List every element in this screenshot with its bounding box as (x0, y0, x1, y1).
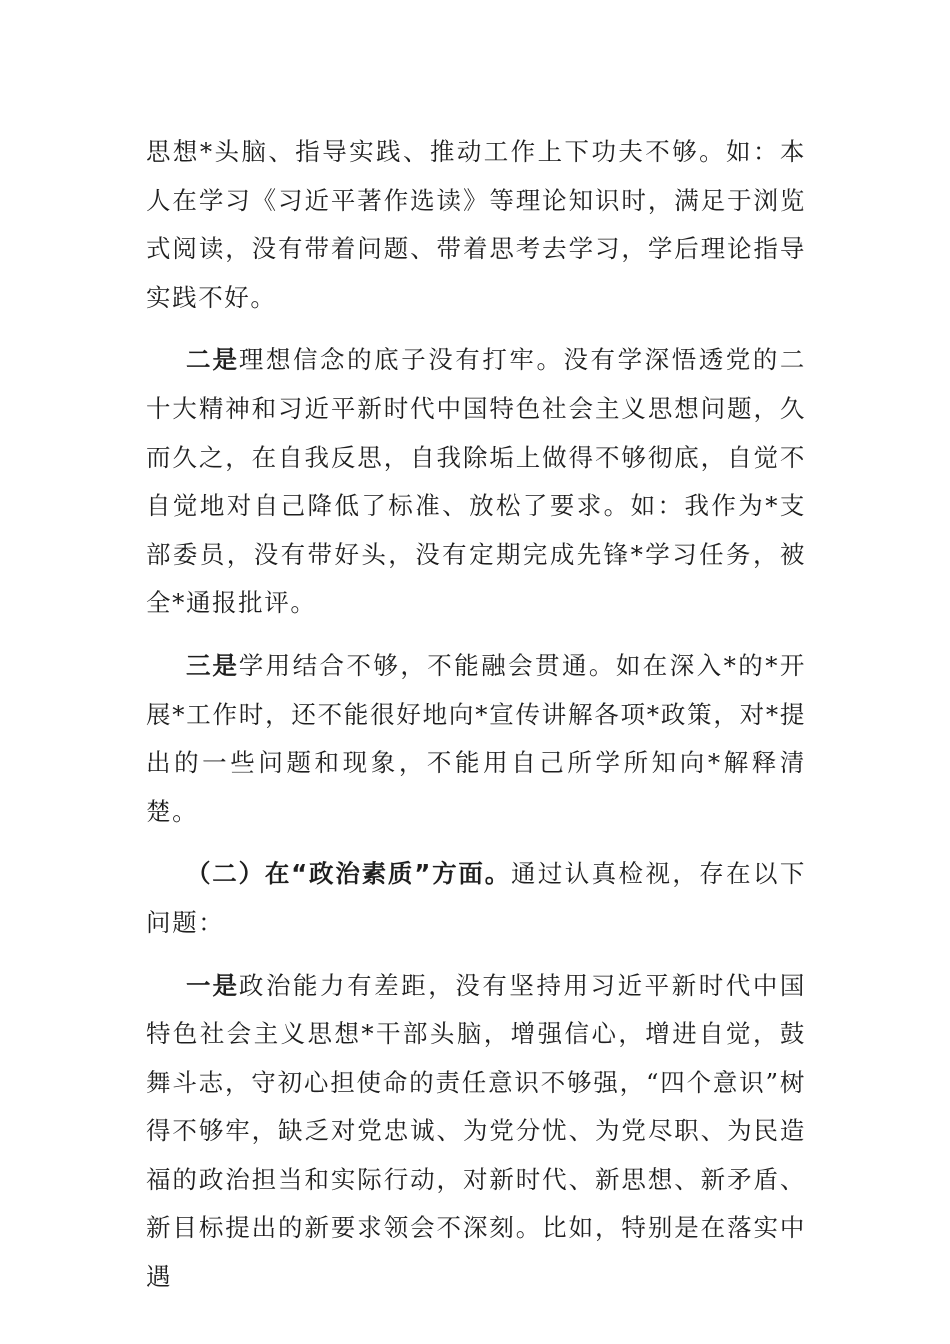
paragraph-lead: 二是 (186, 345, 239, 375)
paragraph-text: 通过认真检视，存在以下问题： (146, 859, 806, 937)
paragraph-lead: 一是 (186, 970, 239, 1000)
paragraph-lead: 三是 (186, 650, 239, 680)
paragraph-3 (146, 642, 806, 836)
paragraph-text: 政治能力有差距，没有坚持用习近平新时代中国特色社会主义思想*干部头脑，增强信心，增进自觉，鼓舞斗志，守初心担使命的责任意识不够强，“四个意识”树得不够牢，缺乏对党忠诚、为党分忧、为党尽职、为民造福的政治担当和实际行动，对新时代、新思想、新矛盾、新目标提出的新要求领会不深刻。比如，特别是在落实中遇 (146, 970, 806, 1292)
paragraph-1 (146, 128, 806, 322)
paragraph-2 (146, 336, 806, 628)
paragraph-text: 学用结合不够，不能融会贯通。如在深入*的*开展*工作时，还不能很好地向*宣传讲解各项*政策，对*提出的一些问题和现象，不能用自己所学所知向*解释清楚。 (146, 650, 807, 826)
section-heading: （二）在“政治素质”方面。 (186, 859, 511, 889)
paragraph-text: 理想信念的底子没有打牢。没有学深悟透党的二十大精神和习近平新时代中国特色社会主义思想问题，久而久之，在自我反思，自我除垢上做得不够彻底，自觉不自觉地对自己降低了标准、放松了要求。如：我作为*支部委员，没有带好头，没有定期完成先锋*学习任务，被全*通报批评。 (146, 345, 806, 618)
paragraph-5 (146, 962, 806, 1302)
document-body (146, 128, 806, 1316)
paragraph-text: 思想*头脑、指导实践、推动工作上下功夫不够。如：本人在学习《习近平著作选读》等理论知识时，满足于浏览式阅读，没有带着问题、带着思考去学习，学后理论指导实践不好。 (146, 137, 806, 312)
section-heading-paragraph (146, 850, 806, 947)
